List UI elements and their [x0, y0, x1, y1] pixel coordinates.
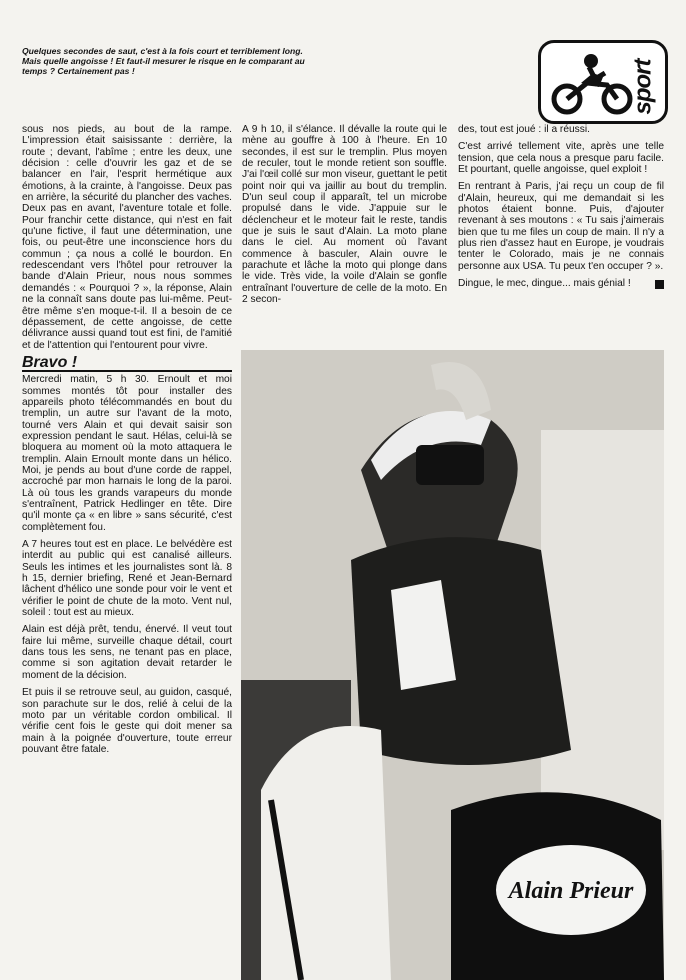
end-mark-icon — [655, 280, 664, 289]
column-2 — [242, 124, 447, 312]
paragraph: A 9 h 10, il s'élance. Il dévalle la route qui le mène au gouffre à 100 à l'heure. En 10 secondes, il est sur le tremplin. Plus moyen de reculer, tout le monde retient son souffle. J'ai l'œil collé sur mon viseur, guettant le petit point noir qui va jaillir au bout du tremplin. D'un seul coup il apparaît, tel un microbe propulsé dans le vide. J'appuie sur le déclencheur et le moteur fait le reste, tandis que je suis le saut d'Alain. La moto plane dans le ciel. Au moment où l'avant commence à basculer, Alain ouvre le parachute et lâche la moto qui plonge dans le vide. Très vide, la voile d'Alain se gonfle entraînant l'ouverture de celle de la moto. En 2 secon- — [242, 124, 447, 306]
rider-illustration — [241, 350, 664, 980]
section-heading: Bravo ! — [22, 357, 232, 372]
photo-caption: Quelques secondes de saut, c'est à la fois court et terriblement long. Mais quelle angoisse ! Et faut-il mesurer le risque en le comparant au temps ? Certainement pas ! — [22, 46, 305, 76]
paragraph: A 7 heures tout est en place. Le belvédère est interdit au public qui est canalisé ailleurs. Seuls les intimes et les journalistes sont là. 8 h 15, dernier briefing, René et Jean-Bernard lâchent d'hélico une sonde pour voir le vent et vérifier le point de chute de la moto. Vent nul, soleil : tout est au mieux. — [22, 539, 232, 619]
paragraph: C'est arrivé tellement vite, après une telle tension, que cela nous a presque paru facile. Et pourtant, quelle angoisse, quel exploit ! — [458, 141, 664, 176]
tank-logo-text: Alain Prieur — [508, 878, 634, 904]
column-1 — [22, 124, 232, 761]
paragraph: Mercredi matin, 5 h 30. Ernoult et moi sommes montés tôt pour installer des appareils photo télécommandés en bout du tremplin, un autre sur l'avant de la moto, tourné vers Alain et qui devait saisir son expression pendant le saut. Hélas, celui-là se bloquera au moment où la moto attaquera le tremplin. Alain Ernoult monte dans un hélico. Moi, je pends au bout d'une corde de rappel, accroché par mon harnais le long de la paroi. Là où tous les grands varapeurs du monde s'entraînent, Patrick Hedlinger en tête. Dire qu'il monte ça « en libre » sans sécurité, c'est complètement fou. — [22, 374, 232, 533]
paragraph: des, tout est joué : il a réussi. — [458, 124, 590, 135]
paragraph: En rentrant à Paris, j'ai reçu un coup de fil d'Alain, heureux, qui me demandait si les photos étaient bonne. Puis, d'ajouter revenant à ses moutons : « Tu sais j'aimerais bien que tu me files un coup de main. Il n'y a plus rien d'assez haut en Europe, je voudrais tenter le Colorado, mais je ne connais personne aux USA. Tu peux t'en occuper ? ». — [458, 181, 664, 272]
closing-line: Dingue, le mec, dingue... mais génial ! — [458, 278, 631, 290]
logo-word: sport — [629, 59, 657, 115]
paragraph: Alain est déjà prêt, tendu, énervé. Il veut tout faire lui même, surveille chaque détail, court dans tous les sens, ne tenant pas en place, comme si son agitation devait retarder le moment de la décision. — [22, 624, 232, 681]
rider-photo — [241, 350, 664, 980]
paragraph: sous nos pieds, au bout de la rampe. L'impression était saisissante : derrière, la route ; devant, l'abîme ; entre les deux, une décision : celle d'ouvrir les gaz et de se balancer en l'air, l'esprit hermétique aux émotions, à la crainte, à l'angoisse. Deux pas en arrière, la sécurité du plancher des vaches. Deux pas en avant, l'aventure totale et folle. Pour franchir cette distance, qui n'est en fait qu'une fictive, il faut une détermination, une fois, ou peut-être une inconscience hors du commun ; ça nous a collé le bourdon. En redescendant vers l'hôtel pour retrouver la bande d'Alain Prieur, nous nous sommes demandés : « Pourquoi ? », la réponse, Alain ne la connaît sans doute pas lui-même. Peut-être même s'en moque-t-il. Il a besoin de ce dépassement, de cette angoisse, de cette délivrance aussi quand tout est fini, de l'amitié et de l'attention qui l'entourent pour vivre. — [22, 124, 232, 351]
column-3 — [458, 124, 664, 295]
paragraph: Et puis il se retrouve seul, au guidon, casqué, son parachute sur le dos, relié à celui de la moto par un véritable cordon ombilical. Il vérifie cent fois le geste qui doit mener sa main à la poignée d'ouverture, toute erreur pouvant être fatale. — [22, 687, 232, 755]
sport-logo — [538, 40, 668, 124]
paragraph — [458, 278, 664, 289]
